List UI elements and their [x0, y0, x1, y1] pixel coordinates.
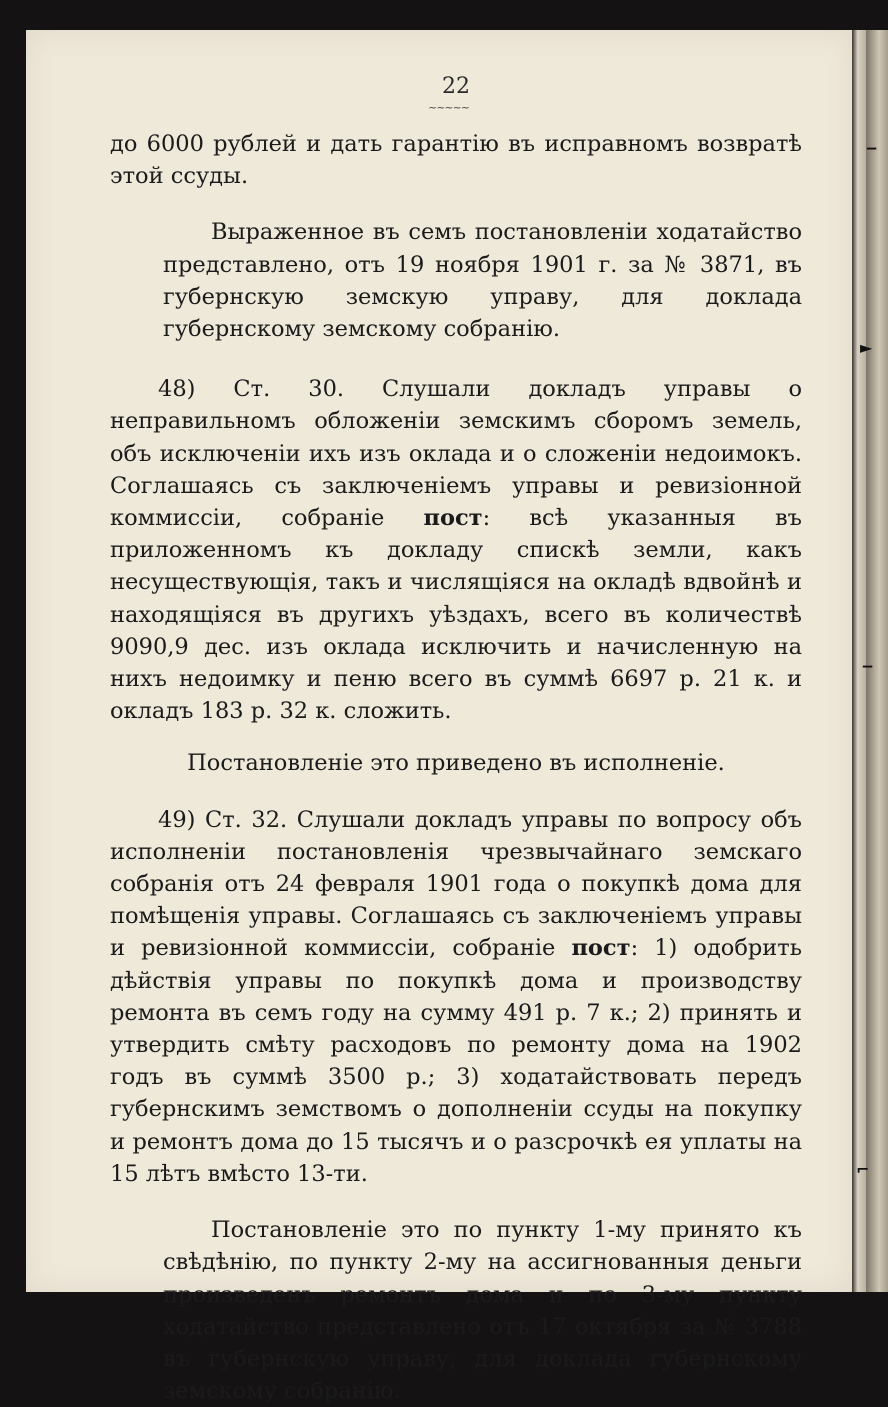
paragraph-item-48: 48) Ст. 30. Слушали докладъ управы о неправильномъ обложеніи земскимъ сборомъ земель, объ исключеніи ихъ изъ оклада и о сложеніи недоимокъ. Соглашаясь съ заключеніемъ управы и ревизіонной коммиссіи, собраніе пост: всѣ указанныя въ приложенномъ къ докладу спискѣ земли, какъ несуществующія, такъ и числящіяся на окладѣ вдвойнѣ и находящіяся въ другихъ уѣздахъ, всего въ количествѣ 9090,9 дес. изъ оклада исключить и начисленную на нихъ недоимку и пеню всего въ суммѣ 6697 р. 21 к. и окладъ 183 р. 32 к. сложить. — [110, 376, 802, 725]
paragraph-note-49: Постановленіе это по пункту 1-му принято къ свѣдѣнію, по пункту 2-му на ассигнованныя деньги произведенъ ремонтъ дома и по 3-му пункту ходатайство представлено отъ 17 октября за № 3788 въ губернскую управу, для доклада губернскому земскому собранію. — [163, 1217, 802, 1405]
paragraph-continuation: до 6000 рублей и дать гарантію въ исправномъ возвратѣ этой ссуды. — [110, 131, 802, 190]
paragraph-status-48: Постановленіе это приведено въ исполненіе. — [187, 750, 725, 777]
paragraph-item-49: 49) Ст. 32. Слушали докладъ управы по вопросу объ исполненіи постановленія чрезвычайнаго земскаго собранія отъ 24 февраля 1901 года о покупкѣ дома для помѣщенія управы. Соглашаясь съ заключеніемъ управы и ревизіонной коммиссіи, собраніе пост: 1) одобрить дѣйствія управы по покупкѣ дома и производству ремонта въ семъ году на сумму 491 р. 7 к.; 2) принять и утвердить смѣту расходовъ по ремонту дома на 1902 годъ въ суммѣ 3500 р.; 3) ходатайствовать передъ губернскимъ земствомъ о дополненіи ссуды на покупку и ремонтъ дома до 15 тысячъ и о разсрочкѣ ея уплаты на 15 лѣтъ вмѣсто 13-ти. — [110, 806, 802, 1187]
margin-mark: ‒ — [862, 656, 874, 675]
margin-mark: ⌐ — [856, 1160, 870, 1179]
decision-keyword: пост — [571, 935, 631, 962]
margin-mark: ► — [860, 338, 873, 357]
page-body — [110, 128, 802, 1407]
decision-keyword: пост — [423, 505, 483, 532]
paragraph-note-1: Выраженное въ семъ постановленіи ходатайство представлено, отъ 19 ноября 1901 г. за № 3871, въ губернскую земскую управу, для доклада губернскому земскому собранію. — [163, 219, 802, 343]
page-number: 22 — [442, 74, 470, 99]
margin-mark: ‒ — [866, 138, 878, 157]
page-number-ornament: ~~~~~ — [428, 101, 470, 114]
